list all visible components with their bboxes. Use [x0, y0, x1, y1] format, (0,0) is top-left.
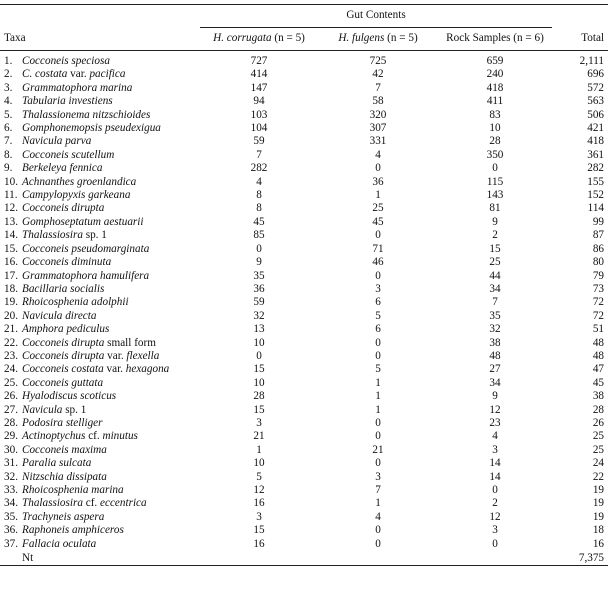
total-count: 563: [587, 95, 605, 108]
h-fulgens-count: 0: [375, 229, 381, 242]
h-fulgens-count: 1: [375, 390, 381, 403]
table-row: [0, 430, 608, 443]
table-body: [0, 51, 608, 553]
h-fulgens-count: 307: [369, 122, 387, 135]
total-count: 72: [592, 309, 605, 322]
total-count: 99: [592, 215, 605, 228]
h-corrugata-count: 5: [256, 470, 262, 483]
taxa-header: Taxa: [4, 32, 26, 45]
taxon-name: Rhoicosphenia marina: [22, 484, 124, 496]
row-index: 19.: [4, 296, 18, 309]
table-row: [0, 296, 608, 309]
row-index: 6.: [4, 122, 13, 135]
total-count: 152: [587, 189, 605, 202]
group-header-row: [0, 5, 608, 28]
h-fulgens-count: 331: [369, 135, 387, 148]
table-row: [0, 149, 608, 162]
table-row: [0, 457, 608, 470]
table-row: [0, 484, 608, 497]
rock-samples-count: 14: [489, 457, 501, 470]
nt-label: Nt: [22, 552, 34, 565]
taxon-name: Cocconeis diminuta: [22, 256, 112, 269]
h-corrugata-count: 21: [253, 430, 265, 443]
h-fulgens-count: 0: [375, 162, 381, 175]
total-count: 80: [592, 256, 605, 269]
taxon-name: Navicula parva: [22, 135, 92, 148]
h-fulgens-count: 6: [375, 323, 381, 336]
rock-samples-count: 418: [486, 81, 504, 94]
h-corrugata-count: 104: [250, 122, 268, 135]
table-row: [0, 417, 608, 430]
table-row: [0, 524, 608, 537]
rock-samples-count: 2: [492, 229, 498, 242]
taxon-name: Thalassionema nitzschioides: [22, 108, 151, 121]
row-index: 36.: [4, 524, 18, 537]
table-row: [0, 323, 608, 336]
rock-samples-count: 12: [489, 403, 501, 416]
rock-samples-count: 4: [492, 430, 498, 443]
h-corrugata-count: 4: [256, 175, 262, 188]
row-index: 23.: [4, 349, 18, 362]
table-row: [0, 135, 608, 148]
h-corrugata-count: 35: [253, 269, 265, 282]
row-index: 29.: [4, 430, 18, 443]
row-index: 18.: [4, 282, 18, 295]
table-row: [0, 162, 608, 175]
total-count: 48: [592, 349, 605, 362]
h-fulgens-count: 21: [372, 443, 384, 456]
row-index: 16.: [4, 256, 18, 269]
column-header-row: [0, 28, 608, 51]
h-corrugata-count: 12: [253, 484, 265, 496]
h-fulgens-count: 58: [372, 95, 384, 108]
taxon-name: Berkeleya fennica: [22, 162, 103, 175]
table-row: [0, 283, 608, 296]
total-count: 16: [592, 537, 605, 550]
rock-samples-count: 350: [486, 148, 504, 161]
rock-samples-count: 240: [486, 68, 504, 81]
taxon-name: Cocconeis guttata: [22, 376, 104, 389]
row-index: 33.: [4, 484, 18, 496]
h-corrugata-count: 9: [256, 256, 262, 269]
total-count: 19: [592, 497, 605, 510]
row-index: 1.: [4, 55, 13, 67]
table-row: [0, 82, 608, 95]
table-row: [0, 243, 608, 256]
total-count: 45: [592, 376, 605, 389]
h-corrugata-count: 15: [253, 363, 265, 376]
taxon-name: Actinoptychus cf. minutus: [22, 430, 138, 443]
h-fulgens-count: 0: [375, 336, 381, 349]
h-corrugata-count: 13: [253, 323, 265, 336]
row-index: 28.: [4, 416, 18, 429]
rock-samples-count: 14: [489, 470, 501, 483]
table-row: [0, 377, 608, 390]
h-corrugata-count: 45: [253, 215, 265, 228]
h-fulgens-count: 45: [372, 215, 384, 228]
taxon-name: Amphora pediculus: [22, 323, 110, 336]
h-fulgens-count: 46: [372, 256, 384, 269]
rock-samples-count: 12: [489, 510, 501, 523]
row-index: 26.: [4, 390, 18, 403]
row-index: 24.: [4, 363, 18, 376]
total-count: 506: [587, 108, 605, 121]
taxon-name: Cocconeis speciosa: [22, 55, 110, 67]
rock-samples-count: 143: [486, 189, 504, 202]
taxon-name: Paralia sulcata: [22, 457, 92, 470]
h-fulgens-count: 7: [375, 81, 381, 94]
taxon-name: Campylopyxis garkeana: [22, 189, 131, 202]
h-corrugata-count: 8: [256, 189, 262, 202]
total-header: Total: [581, 32, 605, 45]
taxon-name: Cocconeis pseudomarginata: [22, 242, 150, 255]
h-fulgens-count: 1: [375, 376, 381, 389]
taxon-name: Thalassiosira cf. eccentrica: [22, 497, 147, 510]
h-fulgens-count: 71: [372, 242, 384, 255]
taxon-name: C. costata var. pacifica: [22, 68, 126, 81]
rock-samples-count: 411: [486, 95, 504, 108]
rock-samples-count: 27: [489, 363, 501, 376]
rock-samples-count: 81: [489, 202, 501, 215]
h-fulgens-count: 0: [375, 430, 381, 443]
h-corrugata-count: 0: [256, 349, 262, 362]
row-index: 32.: [4, 470, 18, 483]
h-corrugata-count: 3: [256, 510, 262, 523]
taxon-name: Grammatophora hamulifera: [22, 269, 150, 282]
h-corrugata-count: 0: [256, 242, 262, 255]
total-count: 24: [592, 457, 605, 470]
h-corrugata-count: 59: [253, 296, 265, 309]
total-count: 418: [587, 135, 605, 148]
rock-samples-count: 115: [486, 175, 504, 188]
total-count: 421: [587, 122, 605, 135]
taxon-name: Achnanthes groenlandica: [22, 175, 137, 188]
h-corrugata-count: 10: [253, 376, 265, 389]
h-fulgens-count: 320: [369, 108, 387, 121]
total-count: 696: [587, 68, 605, 81]
rock-samples-count: 10: [489, 122, 501, 135]
taxon-name: Grammatophora marina: [22, 81, 133, 94]
taxon-name: Gomphoseptatum aestuarii: [22, 215, 144, 228]
taxon-name: Nitzschia dissipata: [22, 470, 107, 483]
table-row: [0, 109, 608, 122]
h-fulgens-count: 1: [375, 403, 381, 416]
row-index: 35.: [4, 510, 18, 523]
rock-samples-count: 25: [489, 256, 501, 269]
table-row: [0, 68, 608, 81]
row-index: 30.: [4, 443, 18, 456]
h-fulgens-count: 42: [372, 68, 384, 81]
table-row: [0, 444, 608, 457]
total-count: 361: [587, 148, 605, 161]
total-count: 155: [587, 175, 605, 188]
h-corrugata-count: 414: [250, 68, 268, 81]
taxon-name: Trachyneis aspera: [22, 510, 105, 523]
total-count: 572: [587, 81, 605, 94]
row-index: 20.: [4, 309, 18, 322]
taxon-name: Cocconeis costata var. hexagona: [22, 363, 170, 376]
h-corrugata-count: 103: [250, 108, 268, 121]
row-index: 25.: [4, 376, 18, 389]
table-row: [0, 122, 608, 135]
table-row: [0, 202, 608, 215]
total-count: 79: [592, 269, 605, 282]
taxon-name: Cocconeis maxima: [22, 443, 107, 456]
gut-contents-header: Gut Contents: [200, 5, 552, 28]
rock-samples-count: 48: [489, 349, 501, 362]
h-corrugata-count: 16: [253, 497, 265, 510]
h-fulgens-count: 4: [375, 148, 381, 161]
h-fulgens-count: 1: [375, 189, 381, 202]
h-corrugata-count: 10: [253, 457, 265, 470]
total-count: 47: [592, 363, 605, 376]
h-fulgens-count: 3: [375, 470, 381, 483]
table-row: [0, 337, 608, 350]
table-row: [0, 270, 608, 283]
row-index: 11.: [4, 189, 18, 202]
h-corrugata-count: 15: [253, 403, 265, 416]
table-row: [0, 350, 608, 363]
table-row: [0, 497, 608, 510]
table-row: [0, 390, 608, 403]
rock-samples-count: 35: [489, 309, 501, 322]
h-corrugata-count: 727: [250, 55, 268, 67]
total-count: 114: [587, 202, 605, 215]
rock-samples-count: 44: [489, 269, 501, 282]
rock-samples-count: 9: [492, 215, 498, 228]
h-fulgens-count: 0: [375, 269, 381, 282]
table-row: [0, 216, 608, 229]
row-index: 17.: [4, 269, 18, 282]
rock-samples-count: 15: [489, 242, 501, 255]
row-index: 13.: [4, 215, 18, 228]
total-count: 87: [592, 229, 605, 242]
taxon-name: Thalassiosira sp. 1: [22, 229, 107, 242]
h-corrugata-count: 8: [256, 202, 262, 215]
h-fulgens-count: 0: [375, 416, 381, 429]
taxon-name: Cocconeis dirupta small form: [22, 336, 156, 349]
rock-samples-count: 2: [492, 497, 498, 510]
taxon-name: Cocconeis dirupta var. flexella: [22, 349, 160, 362]
row-index: 8.: [4, 148, 13, 161]
rock-samples-count: 659: [486, 55, 504, 67]
table-row: [0, 51, 608, 69]
h-corrugata-count: 147: [250, 81, 268, 94]
taxon-name: Navicula directa: [22, 309, 97, 322]
table-row: [0, 404, 608, 417]
rock-samples-count: 34: [489, 376, 501, 389]
total-count: 282: [587, 162, 605, 175]
rock-samples-count: 7: [492, 296, 498, 309]
table-row: [0, 538, 608, 552]
table-row: [0, 189, 608, 202]
h-corrugata-count: 3: [256, 416, 262, 429]
h-fulgens-count: 25: [372, 202, 384, 215]
rock-samples-count: 23: [489, 416, 501, 429]
h-corrugata-count: 59: [253, 135, 265, 148]
h-fulgens-count: 7: [375, 484, 381, 496]
total-count: 26: [592, 416, 605, 429]
row-index: 31.: [4, 457, 18, 470]
table-row: [0, 176, 608, 189]
taxon-name: Rhoicosphenia adolphii: [22, 296, 129, 309]
table-row: [0, 95, 608, 108]
h-fulgens-count: 1: [375, 497, 381, 510]
row-index: 15.: [4, 242, 18, 255]
row-index: 3.: [4, 81, 13, 94]
h-corrugata-count: 15: [253, 524, 265, 537]
total-count: 19: [592, 510, 605, 523]
h-corrugata-count: 28: [253, 390, 265, 403]
row-index: 4.: [4, 95, 13, 108]
h-fulgens-count: 5: [375, 363, 381, 376]
rock-samples-count: 0: [492, 162, 498, 175]
table-row: [0, 363, 608, 376]
rock-samples-count: 3: [492, 443, 498, 456]
row-index: 37.: [4, 537, 18, 550]
row-index: 14.: [4, 229, 18, 242]
h-fulgens-count: 725: [369, 55, 387, 67]
rock-samples-count: 34: [489, 282, 501, 295]
nt-row: [0, 552, 608, 566]
row-index: 27.: [4, 403, 18, 416]
table-row: [0, 229, 608, 242]
total-count: 48: [592, 336, 605, 349]
h-corrugata-count: 85: [253, 229, 265, 242]
h-fulgens-count: 5: [375, 309, 381, 322]
h-fulgens-count: 3: [375, 282, 381, 295]
rock-samples-count: 83: [489, 108, 501, 121]
h-corrugata-count: 7: [256, 148, 262, 161]
nt-total: 7,375: [578, 552, 605, 565]
rock-samples-count: 32: [489, 323, 501, 336]
total-count: 22: [592, 470, 605, 483]
gut-contents-table: [0, 4, 608, 566]
row-index: 9.: [4, 162, 13, 175]
h-corrugata-count: 32: [253, 309, 265, 322]
h-corrugata-count: 94: [253, 95, 265, 108]
row-index: 10.: [4, 175, 18, 188]
rock-samples-count: 38: [489, 336, 501, 349]
taxon-name: Cocconeis scutellum: [22, 148, 115, 161]
taxon-name: Hyalodiscus scoticus: [22, 390, 117, 403]
rock-samples-count: 0: [492, 484, 498, 496]
table-row: [0, 511, 608, 524]
rock-samples-count: 0: [492, 537, 498, 550]
total-count: 19: [592, 484, 605, 496]
col-h-fulgens-header: H. fulgens (n = 5): [338, 32, 418, 45]
row-index: 2.: [4, 68, 13, 81]
h-fulgens-count: 0: [375, 537, 381, 550]
total-count: 51: [592, 323, 605, 336]
taxon-name: Bacillaria socialis: [22, 282, 105, 295]
table-row: [0, 310, 608, 323]
taxon-name: Tabularia investiens: [22, 95, 113, 108]
row-index: 12.: [4, 202, 18, 215]
total-count: 38: [592, 390, 605, 403]
row-index: 5.: [4, 108, 13, 121]
h-corrugata-count: 16: [253, 537, 265, 550]
rock-samples-count: 9: [492, 390, 498, 403]
taxon-name: Podosira stelliger: [22, 416, 103, 429]
col-h-corrugata-header: H. corrugata (n = 5): [213, 32, 305, 45]
taxon-name: Raphoneis amphiceros: [22, 524, 124, 537]
h-corrugata-count: 36: [253, 282, 265, 295]
table-row: [0, 256, 608, 269]
total-count: 28: [592, 403, 605, 416]
total-count: 25: [592, 430, 605, 443]
row-index: 22.: [4, 336, 18, 349]
taxon-name: Cocconeis dirupta: [22, 202, 105, 215]
h-fulgens-count: 6: [375, 296, 381, 309]
h-fulgens-count: 0: [375, 349, 381, 362]
total-count: 73: [592, 282, 605, 295]
total-count: 86: [592, 242, 605, 255]
rock-samples-count: 3: [492, 524, 498, 537]
row-index: 7.: [4, 135, 13, 148]
taxon-name: Gomphonemopsis pseudexigua: [22, 122, 161, 135]
total-count: 2,111: [579, 55, 605, 67]
total-count: 25: [592, 443, 605, 456]
total-count: 18: [592, 524, 605, 537]
h-fulgens-count: 0: [375, 457, 381, 470]
rock-samples-count: 28: [489, 135, 501, 148]
total-count: 72: [592, 296, 605, 309]
h-corrugata-count: 1: [256, 443, 262, 456]
h-corrugata-count: 10: [253, 336, 265, 349]
h-fulgens-count: 36: [372, 175, 384, 188]
row-index: 34.: [4, 497, 18, 510]
taxon-name: Fallacia oculata: [22, 537, 97, 550]
table-row: [0, 471, 608, 484]
col-rock-samples-header: Rock Samples (n = 6): [446, 32, 544, 45]
h-corrugata-count: 282: [250, 162, 268, 175]
h-fulgens-count: 4: [375, 510, 381, 523]
h-fulgens-count: 0: [375, 524, 381, 537]
row-index: 21.: [4, 323, 18, 336]
taxon-name: Navicula sp. 1: [22, 403, 87, 416]
